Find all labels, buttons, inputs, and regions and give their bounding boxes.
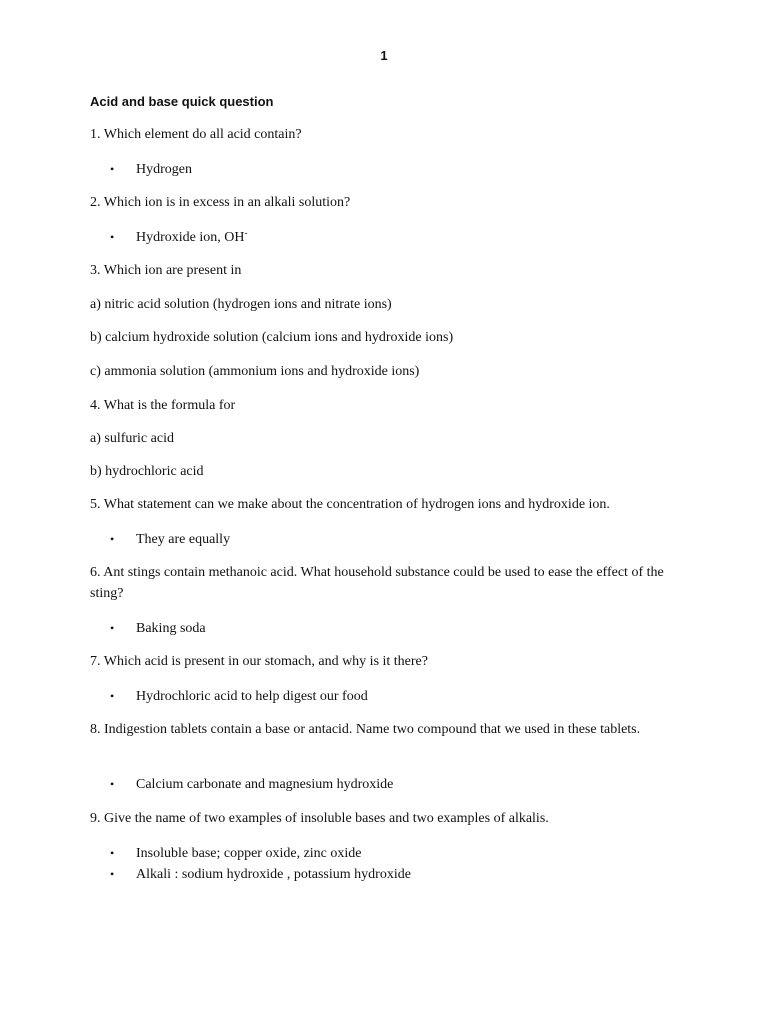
bullet-icon: • (110, 846, 115, 860)
answer-9-1 (110, 843, 361, 864)
answer-9-1-text: Insoluble base; copper oxide, zinc oxide (136, 846, 362, 861)
answer-9-2 (110, 864, 411, 885)
answer-6 (110, 618, 206, 639)
question-3-part-c: c) ammonia solution (ammonium ions and hydroxide ions) (90, 364, 420, 379)
question-7: 7. Which acid is present in our stomach, and why is it there? (90, 654, 428, 669)
answer-9-2-text: Alkali : sodium hydroxide , potassium hydroxide (136, 867, 411, 882)
answer-5 (110, 529, 230, 550)
question-6: 6. Ant stings contain methanoic acid. What household substance could be used to ease the effect of the sting? (90, 565, 664, 601)
bullet-icon: • (110, 867, 115, 881)
bullet-icon: • (110, 162, 115, 176)
answer-2-superscript: - (244, 227, 248, 238)
answer-2-text: Hydroxide ion, OH (136, 230, 245, 245)
page-number: 1 (380, 48, 388, 63)
question-5: 5. What statement can we make about the concentration of hydrogen ions and hydroxide ion. (90, 497, 610, 512)
question-3-part-a: a) nitric acid solution (hydrogen ions and nitrate ions) (90, 297, 392, 312)
answer-5-text: They are equally (136, 532, 231, 547)
answer-7 (110, 686, 368, 707)
question-4-part-b: b) hydrochloric acid (90, 464, 204, 479)
bullet-icon: • (110, 230, 115, 244)
answer-2 (110, 227, 248, 248)
question-9: 9. Give the name of two examples of insoluble bases and two examples of alkalis. (90, 811, 549, 826)
question-3: 3. Which ion are present in (90, 263, 242, 278)
bullet-icon: • (110, 689, 115, 703)
document-title: Acid and base quick question (90, 94, 274, 109)
question-4-part-a: a) sulfuric acid (90, 431, 174, 446)
bullet-icon: • (110, 532, 115, 546)
answer-1-text: Hydrogen (136, 162, 192, 177)
question-4: 4. What is the formula for (90, 398, 236, 413)
answer-6-text: Baking soda (136, 621, 206, 636)
bullet-icon: • (110, 777, 115, 791)
question-2: 2. Which ion is in excess in an alkali solution? (90, 195, 351, 210)
answer-1 (110, 159, 192, 180)
answer-8-text: Calcium carbonate and magnesium hydroxide (136, 777, 394, 792)
answer-7-text: Hydrochloric acid to help digest our food (136, 689, 368, 704)
bullet-icon: • (110, 621, 115, 635)
question-3-part-b: b) calcium hydroxide solution (calcium ions and hydroxide ions) (90, 330, 454, 345)
question-8: 8. Indigestion tablets contain a base or antacid. Name two compound that we used in these tablets. (90, 722, 641, 737)
answer-8 (110, 774, 393, 795)
question-1: 1. Which element do all acid contain? (90, 127, 302, 142)
